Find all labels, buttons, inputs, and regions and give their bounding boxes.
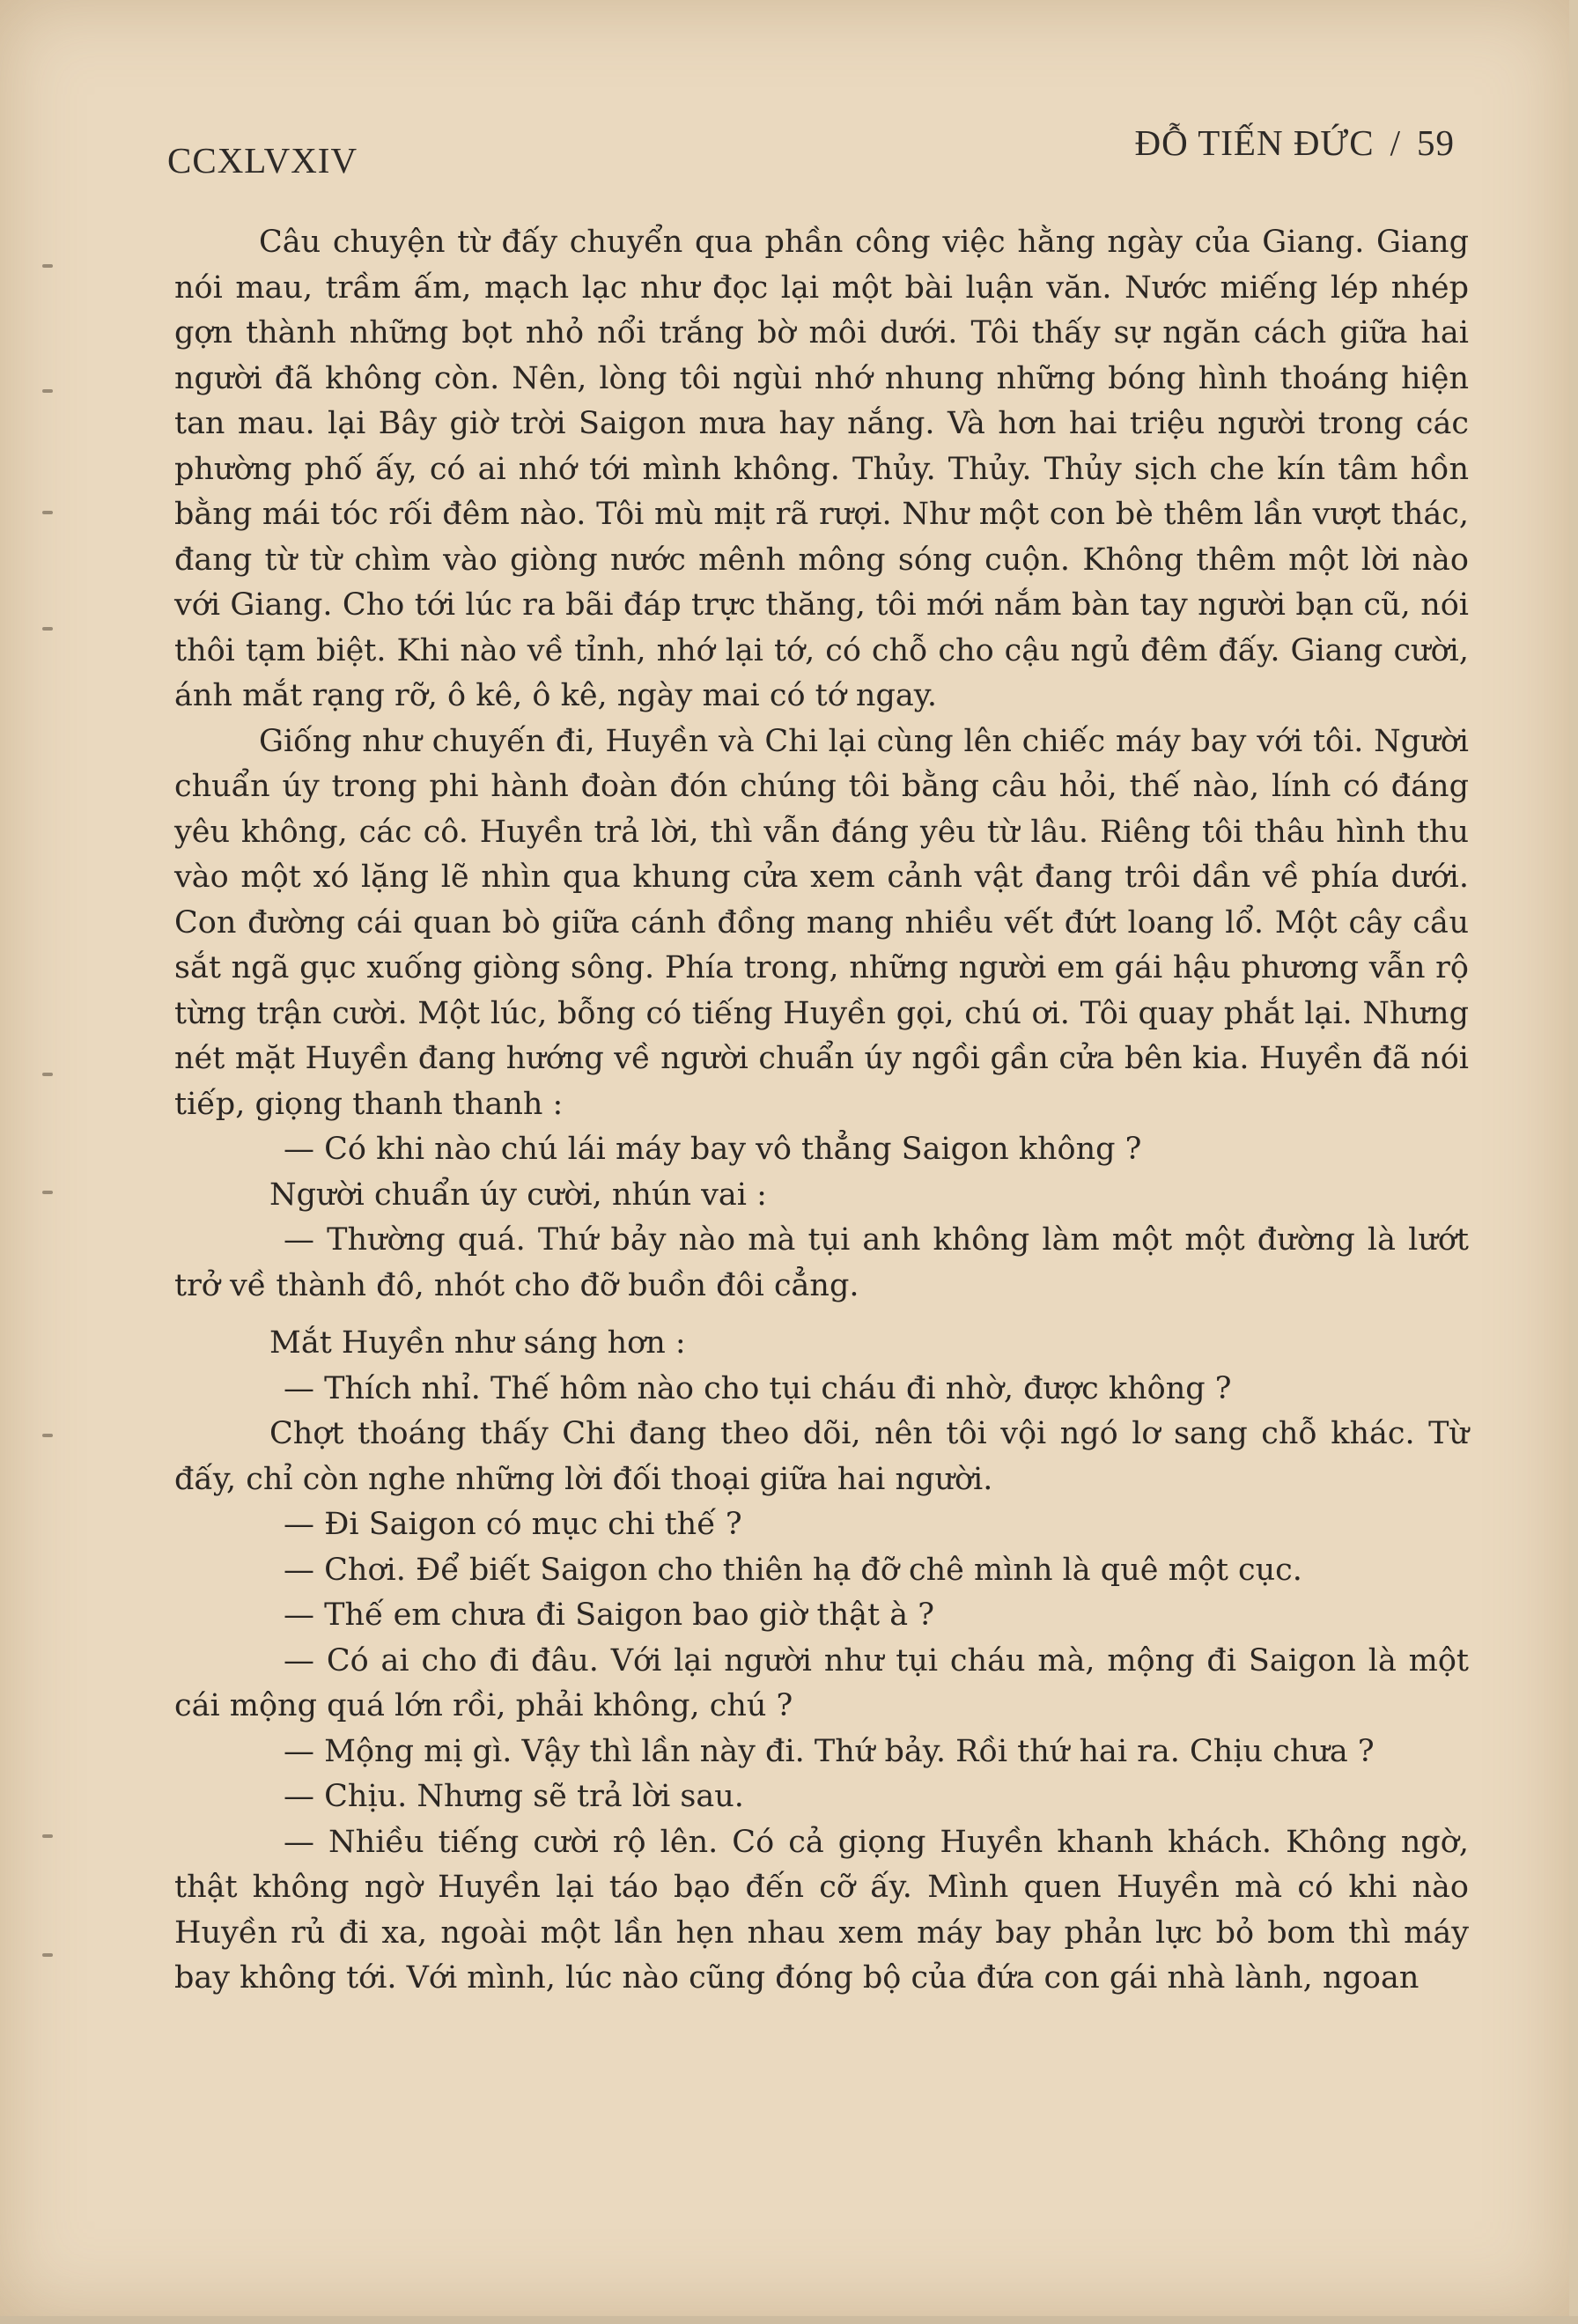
dialogue-line: — Đi Saigon có mục chi thế ? xyxy=(284,1507,742,1542)
dialogue-line: — Thường quá. Thứ bảy nào mà tụi anh không làm một một đường là lướt trở về thành đô, nhót cho đỡ buồn đôi cẳng. xyxy=(174,1222,1469,1303)
author-and-page xyxy=(1134,122,1455,164)
dialogue-line: — Nhiều tiếng cười rộ lên. Có cả giọng Huyền khanh khách. Không ngờ, thật không ngờ Huyền lại táo bạo đến cỡ ấy. Mình quen Huyền mà có khi nào Huyền rủ đi xa, ngoài một lần hẹn nhau xem máy bay phản lực bỏ bom thì máy bay không tới. Với mình, lúc nào cũng đóng bộ của đứa con gái nhà lành, ngoan xyxy=(174,1824,1469,1996)
page-body xyxy=(174,220,1469,2002)
author-name: ĐỖ TIẾN ĐỨC xyxy=(1134,122,1375,163)
paragraph: Người chuẩn úy cười, nhún vai : xyxy=(269,1177,767,1213)
dialogue-line: — Thích nhỉ. Thế hôm nào cho tụi cháu đi nhờ, được không ? xyxy=(284,1370,1232,1406)
binding-hole-mark xyxy=(42,389,53,393)
dialogue-line: — Mộng mị gì. Vậy thì lần này đi. Thứ bảy. Rồi thứ hai ra. Chịu chưa ? xyxy=(284,1733,1375,1769)
binding-hole-mark xyxy=(42,264,53,268)
paragraph: Mắt Huyền như sáng hơn : xyxy=(269,1325,686,1361)
header-separator: / xyxy=(1390,122,1401,163)
section-numeral: CCXLVXIV xyxy=(167,140,358,181)
paragraph: Giống như chuyến đi, Huyền và Chi lại cùng lên chiếc máy bay với tôi. Người chuẩn úy trong phi hành đoàn đón chúng tôi bằng câu hỏi, thế nào, lính có đáng yêu không, các cô. Huyền trả lời, thì vẫn đáng yêu từ lâu. Riêng tôi thâu hình thu vào một xó lặng lẽ nhìn qua khung cửa xem cảnh vật đang trôi dần về phía dưới. Con đường cái quan bò giữa cánh đồng mang nhiều vết đứt loang lổ. Một cây cầu sắt ngã gục xuống giòng sông. Phía trong, những người em gái hậu phương vẫn rộ từng trận cười. Một lúc, bỗng có tiếng Huyền gọi, chú ơi. Tôi quay phắt lại. Nhưng nét mặt Huyền đang hướng về người chuẩn úy ngồi gần cửa bên kia. Huyền đã nói tiếp, giọng thanh thanh : xyxy=(174,723,1469,1122)
dialogue-line: — Chơi. Để biết Saigon cho thiên hạ đỡ chê mình là quê một cục. xyxy=(284,1552,1302,1588)
binding-hole-mark xyxy=(42,627,53,631)
dialogue-line: — Có khi nào chú lái máy bay vô thẳng Saigon không ? xyxy=(284,1132,1142,1167)
page-number: 59 xyxy=(1417,122,1455,163)
binding-hole-mark xyxy=(42,1073,53,1076)
dialogue-line: — Chịu. Nhưng sẽ trả lời sau. xyxy=(284,1779,744,1814)
binding-hole-mark xyxy=(42,511,53,514)
binding-hole-mark xyxy=(42,1191,53,1194)
running-header xyxy=(167,122,1455,181)
binding-hole-mark xyxy=(42,1834,53,1838)
dialogue-line: — Thế em chưa đi Saigon bao giờ thật à ? xyxy=(284,1597,934,1633)
paragraph: Câu chuyện từ đấy chuyển qua phần công việc hằng ngày của Giang. Giang nói mau, trầm ấm, mạch lạc như đọc lại một bài luận văn. Nước miếng lép nhép gợn thành những bọt nhỏ nổi trắng bờ môi dưới. Tôi thấy sự ngăn cách giữa hai người đã không còn. Nên, lòng tôi ngùi nhớ nhung những bóng hình thoáng hiện tan mau. lại Bây giờ trời Saigon mưa hay nắng. Và hơn hai triệu người trong các phường phố ấy, có ai nhớ tới mình không. Thủy. Thủy. Thủy sịch che kín tâm hồn bằng mái tóc rối đêm nào. Tôi mù mịt rã rượi. Như một con bè thêm lần vượt thác, đang từ từ chìm vào giòng nước mênh mông sóng cuộn. Không thêm một lời nào với Giang. Cho tới lúc ra bãi đáp trực thăng, tôi mới nắm bàn tay người bạn cũ, nói thôi tạm biệt. Khi nào về tỉnh, nhớ lại tớ, có chỗ cho cậu ngủ đêm đấy. Giang cười, ánh mắt rạng rỡ, ô kê, ô kê, ngày mai có tớ ngay. xyxy=(174,225,1469,713)
binding-hole-mark xyxy=(42,1434,53,1437)
dialogue-line: — Có ai cho đi đâu. Với lại người như tụi cháu mà, mộng đi Saigon là một cái mộng quá lớn rồi, phải không, chú ? xyxy=(174,1642,1469,1723)
binding-hole-mark xyxy=(42,1953,53,1957)
paragraph: Chợt thoáng thấy Chi đang theo dõi, nên tôi vội ngó lơ sang chỗ khác. Từ đấy, chỉ còn nghe những lời đối thoại giữa hai người. xyxy=(174,1416,1469,1497)
